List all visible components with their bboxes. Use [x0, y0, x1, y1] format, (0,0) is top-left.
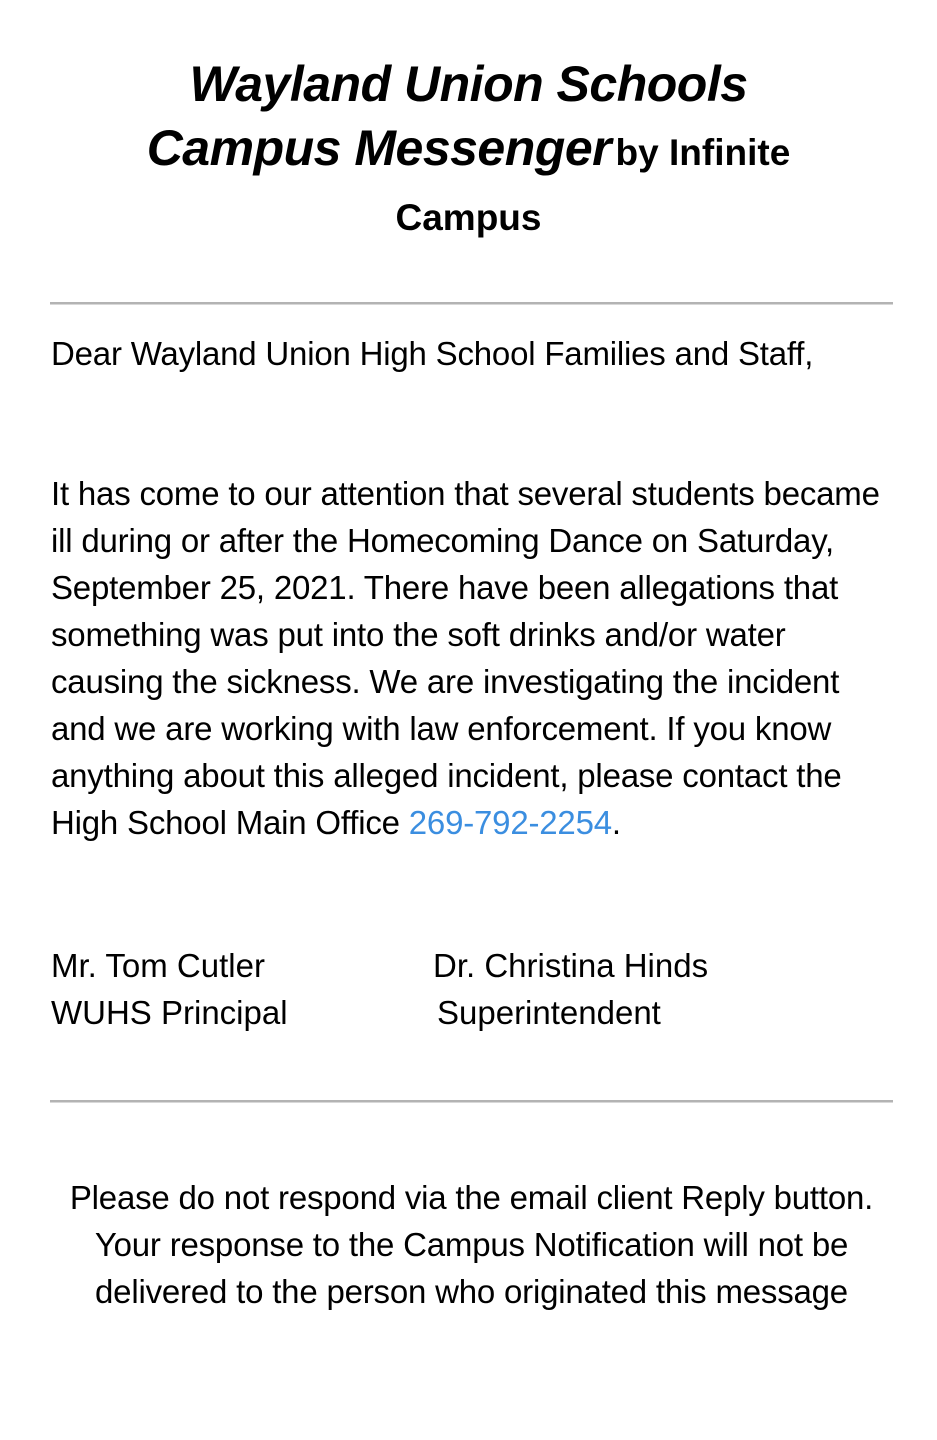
- signature-role: WUHS Principal: [51, 994, 288, 1031]
- signature-name: Dr. Christina Hinds: [433, 947, 709, 984]
- footer-notice: Please do not respond via the email client Reply button. Your response to the Campus Notification will not be delivered to the person who originated this message: [69, 1179, 874, 1310]
- email-header: [0, 52, 937, 243]
- app-vendor-continued: Campus: [395, 197, 542, 238]
- greeting: Dear Wayland Union High School Families and Staff,: [51, 335, 814, 372]
- signature-superintendent: [433, 942, 708, 1036]
- signature-name: Mr. Tom Cutler: [51, 947, 265, 984]
- message-body-text: It has come to our attention that several students became ill during or after the Homecoming Dance on Saturday, September 25, 2021. There have been allegations that something was put into the soft drinks and/or water causing the sickness. We are investigating the incident and we are working with law enforcement. If you know anything about this alleged incident, please contact the High School Main Office: [51, 475, 880, 841]
- bottom-divider: [50, 1100, 893, 1103]
- app-name: Campus Messenger: [146, 120, 612, 176]
- app-title-line: [0, 116, 937, 193]
- message-body-end: .: [611, 804, 621, 841]
- district-title: Wayland Union Schools: [189, 56, 748, 112]
- app-vendor: by Infinite: [615, 132, 791, 173]
- signature-role: Superintendent: [437, 994, 661, 1031]
- top-divider: [50, 302, 893, 305]
- phone-number-link[interactable]: 269-792-2254: [408, 804, 612, 841]
- signature-principal: [51, 942, 288, 1036]
- message-paragraph: [51, 470, 901, 846]
